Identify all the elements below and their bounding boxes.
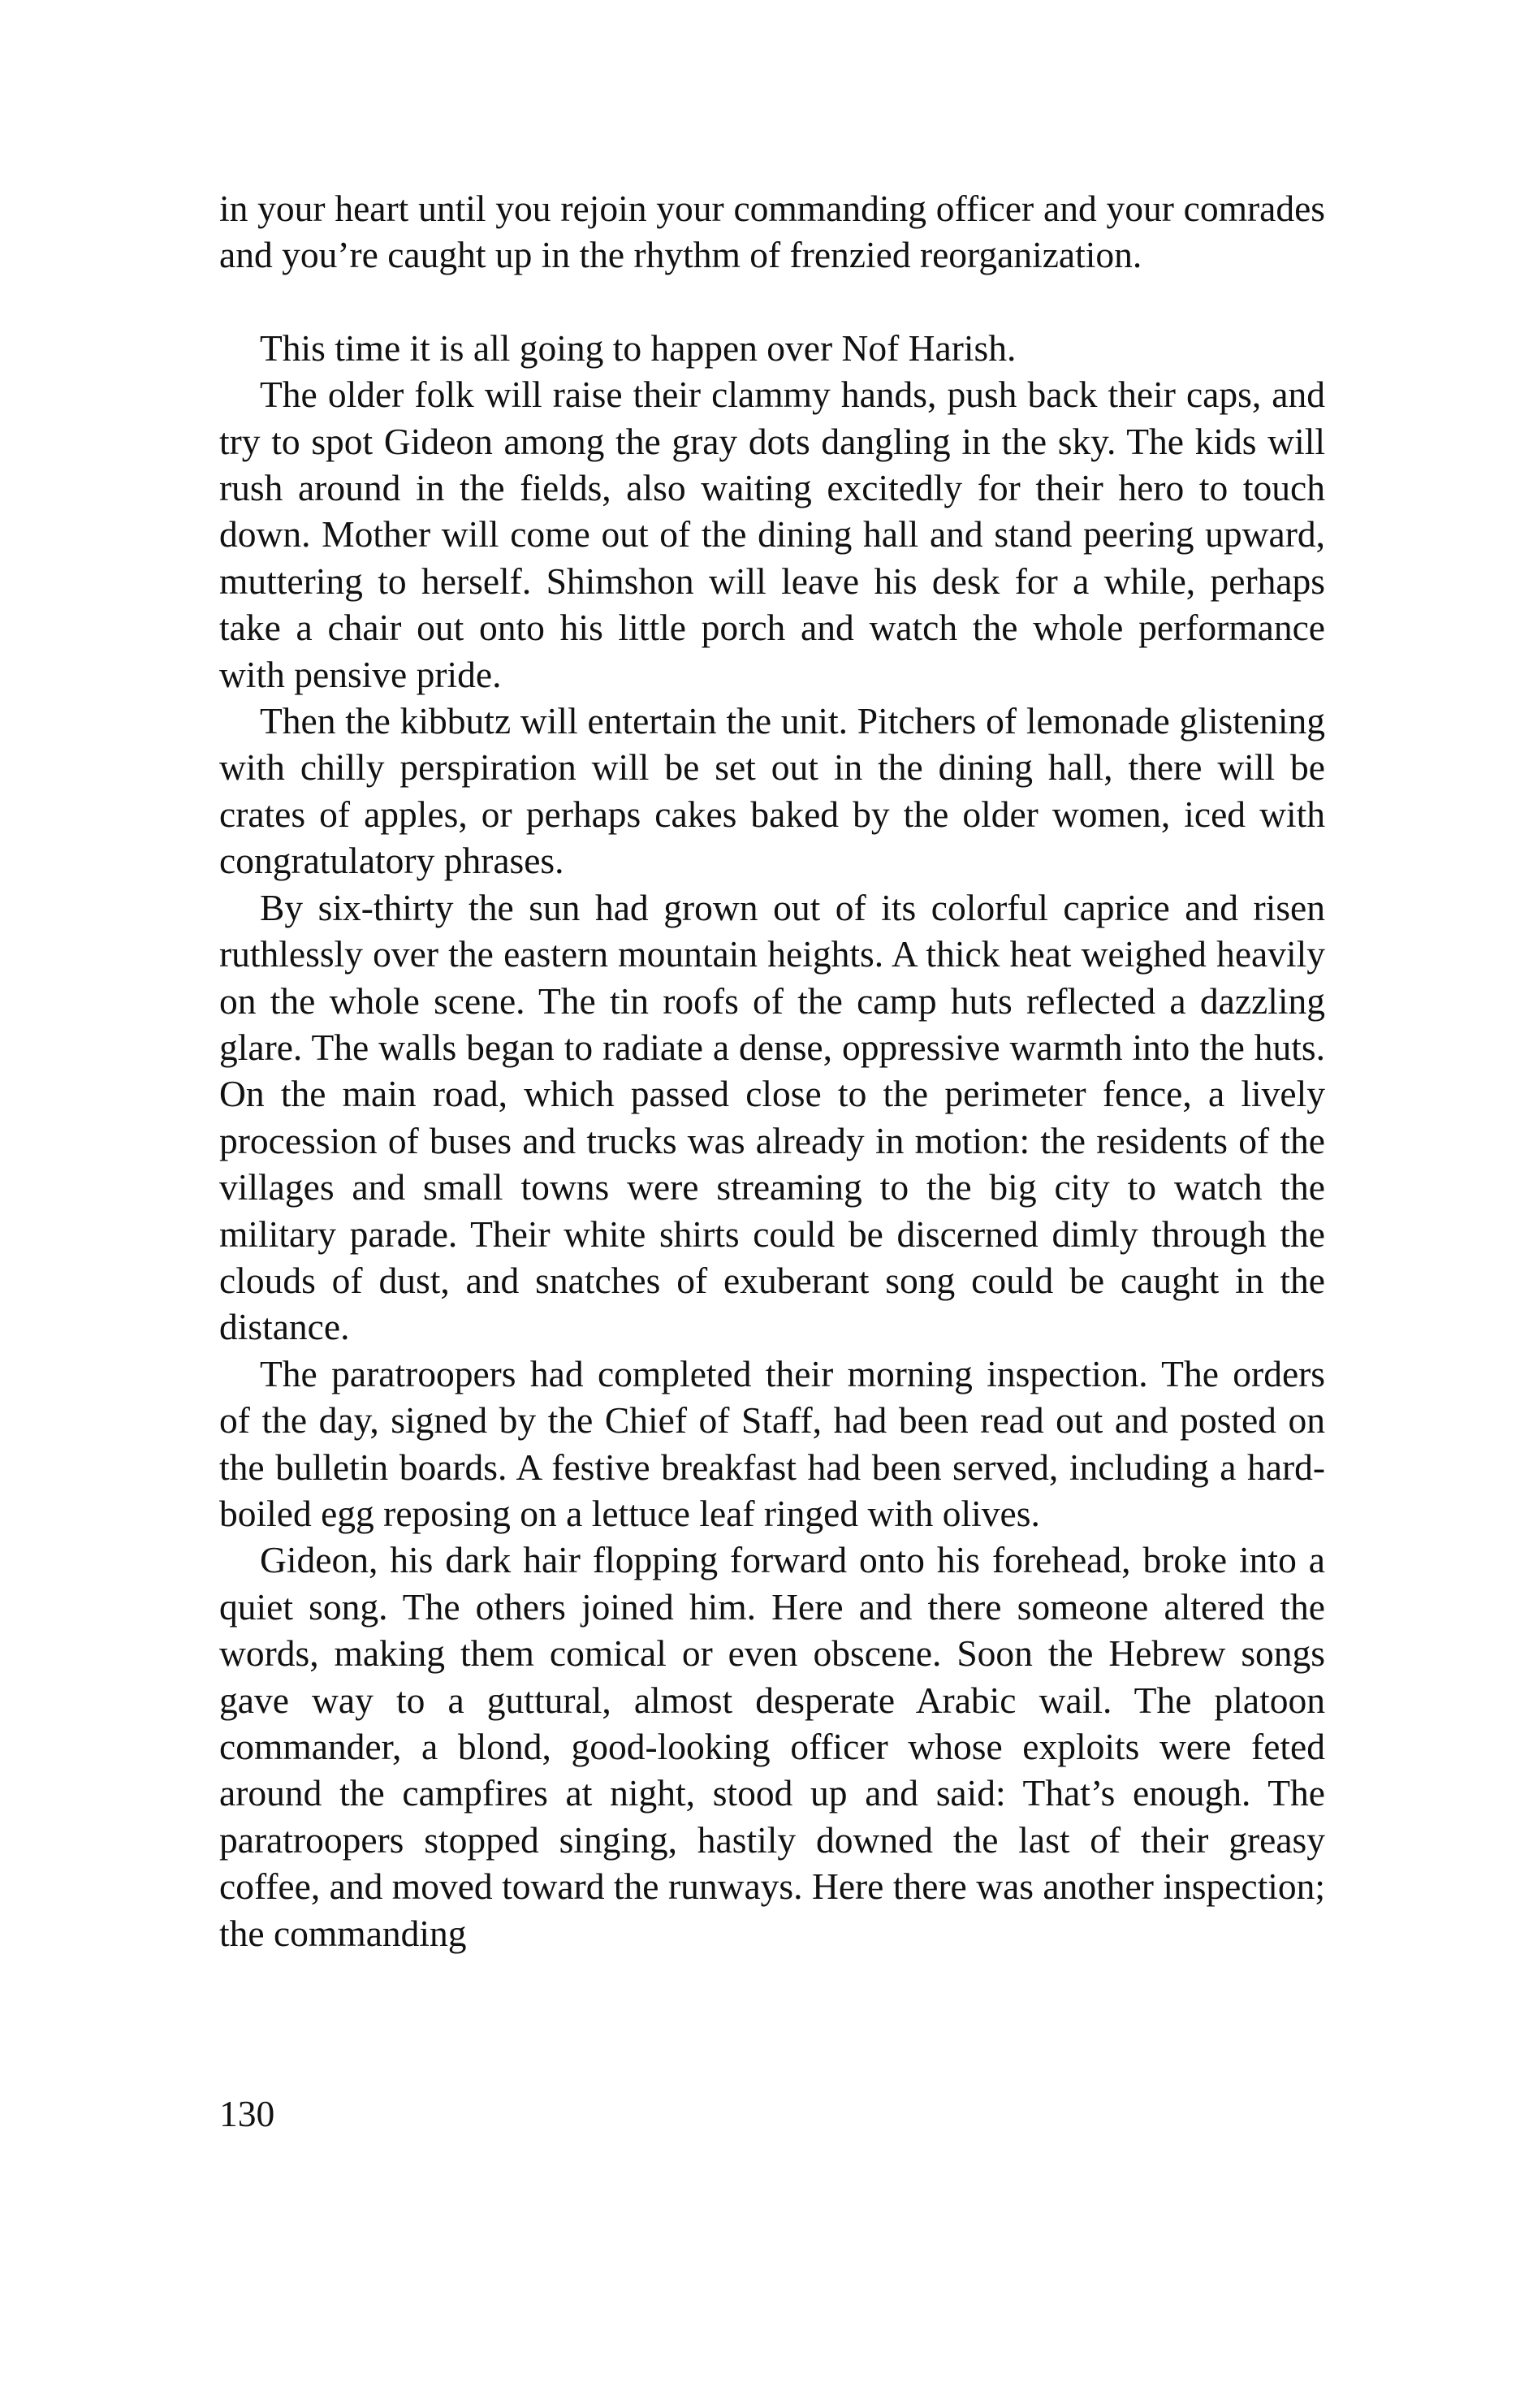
page-number: 130 <box>219 2093 275 2134</box>
paragraph-gideon: Gideon, his dark hair flopping forward onto his forehead, broke into a quiet song. The others joined him. Here and there someone altered the words, making them comical or even obscene. Soon the Hebrew songs gave way to a guttural, almost desperate Arabic wail. The platoon commander, a blond, good-looking officer whose exploits were feted around the campfires at night, stood up and said: That’s enough. The paratroopers stopped singing, hastily downed the last of their greasy coffee, and moved toward the runways. Here there was another inspection; the commanding <box>219 1539 1325 1954</box>
paragraph-older-folk: The older folk will raise their clammy hands, push back their caps, and try to spot Gideon among the gray dots dangling in the sky. The kids will rush around in the fields, also waiting excitedly for their hero to touch down. Mother will come out of the dining hall and stand peering upward, muttering to herself. Shimshon will leave his desk for a while, perhaps take a chair out onto his little porch and watch the whole performance with pensive pride. <box>219 374 1325 695</box>
paragraph-kibbutz: Then the kibbutz will entertain the unit. Pitchers of lemonade glistening with chilly perspiration will be set out in the dining hall, there will be crates of apples, or perhaps cakes baked by the older women, iced with congratulatory phrases. <box>219 700 1325 882</box>
paragraph-continuation: in your heart until you rejoin your commanding officer and your comrades and you’re caught up in the rhythm of frenzied reorganization. <box>219 188 1325 276</box>
paragraph-paratroopers: The paratroopers had completed their morning inspection. The orders of the day, signed by the Chief of Staff, had been read out and posted on the bulletin boards. A festive breakfast had been served, including a hard-boiled egg reposing on a lettuce leaf ringed with olives. <box>219 1352 1325 1534</box>
paragraph-six-thirty: By six-thirty the sun had grown out of its colorful caprice and risen ruthlessly over the eastern mountain heights. A thick heat weighed heavily on the whole scene. The tin roofs of the camp huts reflected a dazzling glare. The walls began to radiate a dense, oppressive warmth into the huts. On the main road, which passed close to the perimeter fence, a lively procession of buses and trucks was already in motion: the residents of the villages and small towns were streaming to the big city to watch the military parade. Their white shirts could be discerned dimly through the clouds of dust, and snatches of exuberant song could be caught in the distance. <box>219 886 1325 1348</box>
body-text <box>219 185 1325 1956</box>
paragraph-nof-harish: This time it is all going to happen over Nof Harish. <box>260 326 1017 369</box>
